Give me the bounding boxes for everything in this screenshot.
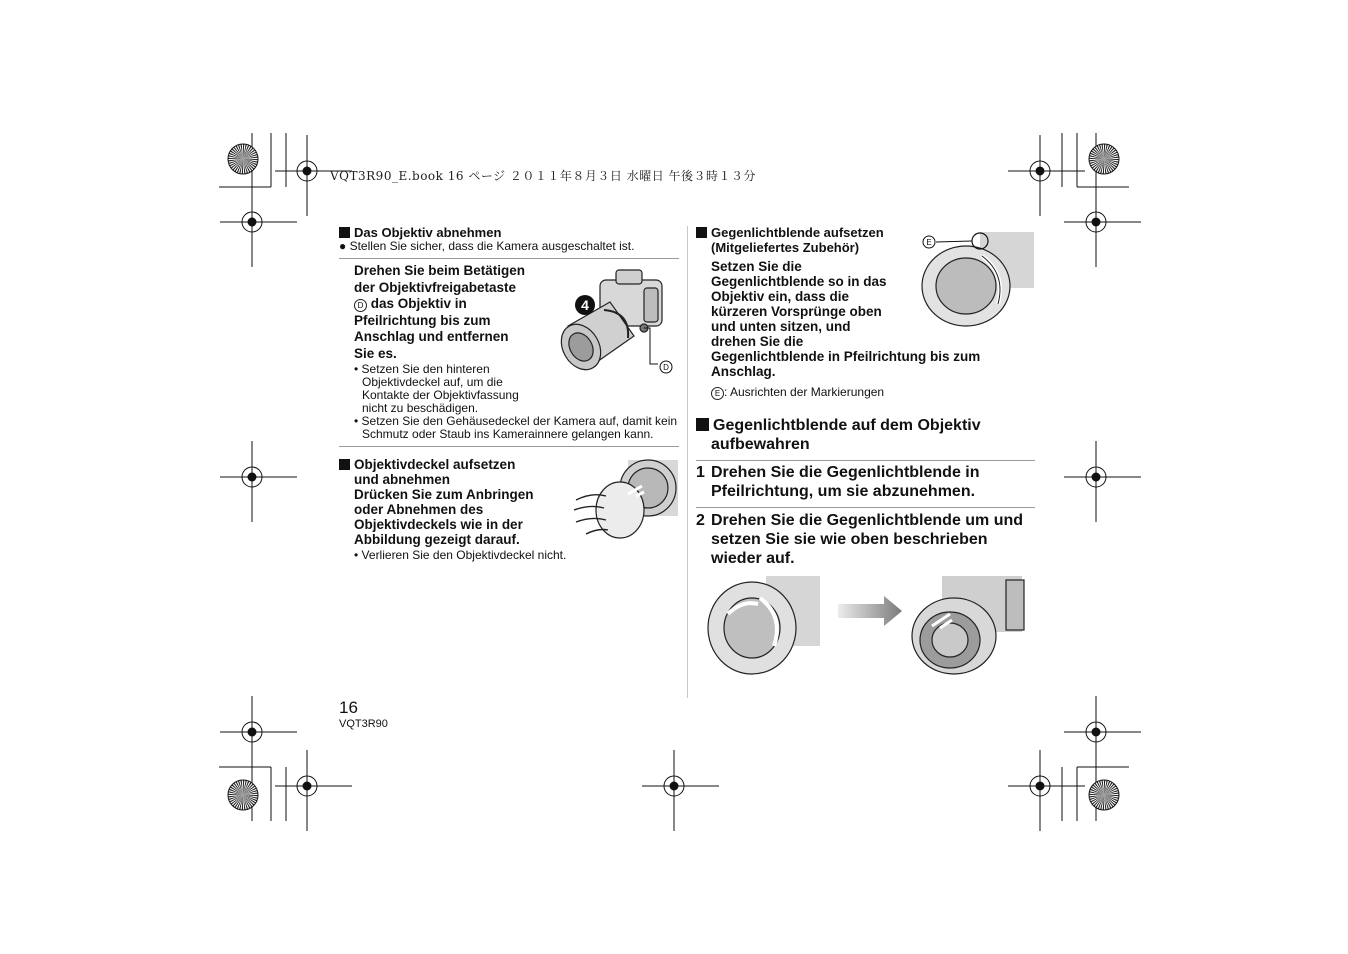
step-number-badge: 4 — [581, 297, 589, 313]
square-bullet-icon — [696, 227, 707, 238]
starburst-mark-icon — [1089, 144, 1119, 174]
section-rule — [339, 446, 679, 447]
page-number: 16 — [339, 698, 358, 717]
step-rule — [696, 507, 1035, 508]
camera-lens-removal-illustration — [558, 266, 678, 386]
marker-d-label: D — [663, 363, 669, 372]
registration-target-icon — [1008, 750, 1085, 831]
square-bullet-icon — [339, 459, 350, 470]
registration-target-icon — [1008, 135, 1085, 216]
lens-cap-instruction: Drücken Sie zum Anbringen oder Abnehmen des Objektivdeckels wie in der Abbildung gezeigt darauf. — [354, 487, 534, 547]
step4-instruction: Drehen Sie beim Betätigen der Objektivfreigabetaste D das Objektiv in Pfeilrichtung bis zum Anschlag und entfernen Sie es. — [354, 263, 526, 361]
marker-d-icon: D — [354, 299, 367, 312]
note-body-cap: • Setzen Sie den Gehäusedeckel der Kamera auf, damit kein Schmutz oder Staub ins Kamerainnere gelangen kann. — [354, 414, 678, 441]
book-header: VQT3R90_E.book 16 ページ ２０１１年８月３日 水曜日 午後３時１３分 — [330, 169, 757, 183]
square-bullet-icon — [339, 227, 350, 238]
lens-cap-illustration — [572, 458, 682, 548]
registration-target-icon — [275, 750, 352, 831]
registration-target-icon — [220, 696, 297, 777]
starburst-mark-icon — [228, 144, 258, 174]
step-1: 1 Drehen Sie die Gegenlichtblende in Pfeilrichtung, um sie abzunehmen. — [696, 464, 980, 500]
lens-hood-instruction: Setzen Sie die Gegenlichtblende so in das Objektiv ein, dass die kürzeren Vorsprünge oben und unten sitzen, und drehen Sie die Gegenlichtblende in Pfeilrichtung bis zum Anschlag. — [711, 259, 981, 379]
model-code: VQT3R90 — [339, 718, 388, 730]
transition-arrow-icon — [838, 596, 902, 626]
section-rule — [696, 460, 1035, 461]
registration-target-icon — [1064, 696, 1141, 777]
section-title-remove-lens: Das Objektiv abnehmen — [339, 225, 679, 240]
lens-hood-attach-illustration — [918, 230, 1038, 330]
section-title-lens-cap: Objektivdeckel aufsetzen und abnehmen — [339, 457, 569, 487]
marker-e-label: E — [926, 238, 932, 247]
section-title-hood-storage: Gegenlichtblende auf dem Objektiv aufbewahren — [696, 416, 1036, 454]
square-bullet-icon — [696, 418, 709, 431]
hood-reverse-illustration — [706, 576, 1036, 676]
section-title-lens-hood: Gegenlichtblende aufsetzen (Mitgeliefertes Zubehör) — [696, 225, 926, 255]
registration-target-icon — [1064, 186, 1141, 267]
alignment-note: E : Ausrichten der Markierungen — [711, 386, 1011, 400]
marker-e-icon: E — [711, 387, 724, 400]
column-divider — [687, 226, 688, 698]
section-rule — [339, 258, 679, 259]
registration-target-icon — [220, 186, 297, 267]
note-rear-cap: • Setzen Sie den hinteren Objektivdeckel auf, um die Kontakte der Objektivfassung nicht zu beschädigen. — [354, 362, 519, 415]
registration-target-icon — [642, 750, 719, 831]
step-2: 2 Drehen Sie die Gegenlichtblende um und setzen Sie sie wie oben beschrieben wieder auf. — [696, 512, 1024, 567]
starburst-mark-icon — [1089, 780, 1119, 810]
power-off-bullet: ● Stellen Sie sicher, dass die Kamera ausgeschaltet ist. — [339, 239, 635, 253]
starburst-mark-icon — [228, 780, 258, 810]
step-number: 2 — [696, 512, 705, 529]
dot-bullet-icon: ● — [339, 239, 347, 253]
step-number: 1 — [696, 464, 705, 481]
registration-target-icon — [220, 441, 297, 522]
note-lose-cap: • Verlieren Sie den Objektivdeckel nicht. — [354, 548, 567, 562]
registration-target-icon — [1064, 441, 1141, 522]
